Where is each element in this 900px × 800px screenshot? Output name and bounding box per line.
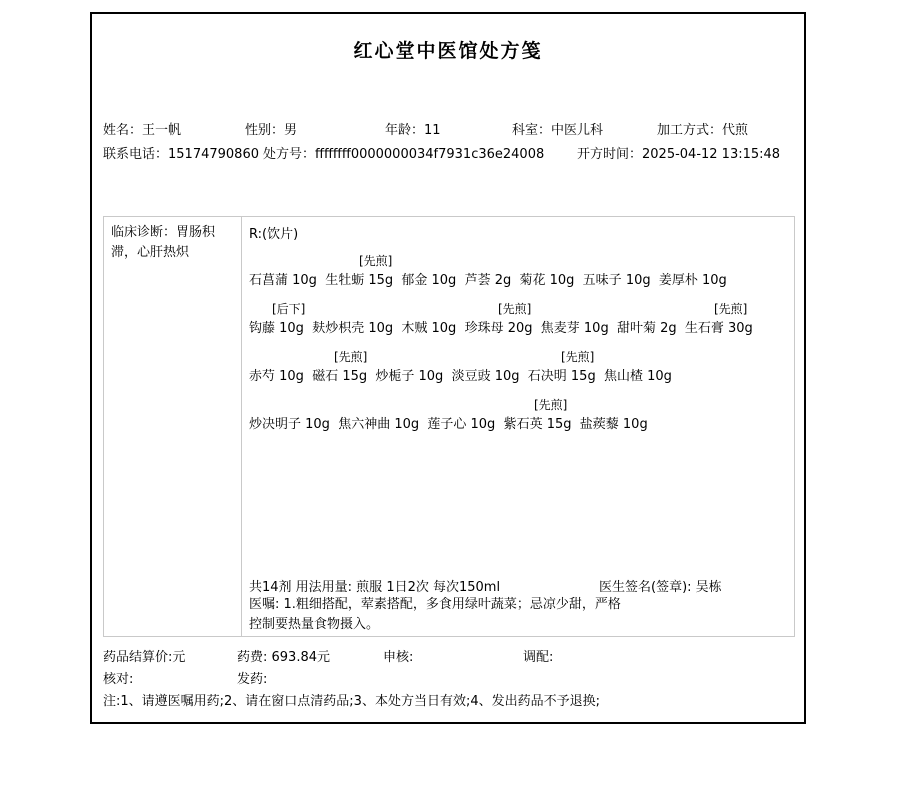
med-line-1: 钩藤 10g 麸炒枳壳 10g 木贼 10g 珍珠母 20g 焦麦芽 10g 甜叶菊 2g 生石膏 30g	[249, 321, 753, 336]
page-title: 红心堂中医馆处方笺	[353, 40, 543, 62]
doctor-signature: 医生签名(签章): 吴栋	[599, 580, 722, 595]
prescription-page	[90, 12, 806, 724]
diagnosis-cell	[104, 217, 242, 636]
decoction-label-2-0: [先煎]	[334, 350, 368, 364]
patient-field-b-1: 处方号：ffffffff0000000034f7931c36e24008	[263, 147, 545, 162]
footer-field-1: 药费: 693.84元	[237, 650, 330, 665]
patient-field-1: 性别：男	[245, 123, 298, 138]
dosage-line: 共14剂 用法用量: 煎服 1日2次 每次150ml	[249, 580, 501, 595]
footer-field-b-0: 核对:	[103, 672, 134, 687]
decoction-label-2-1: [先煎]	[561, 350, 595, 364]
patient-field-b-0: 联系电话：15174790860	[103, 147, 259, 162]
prescription-box	[103, 216, 795, 637]
rx-header: R:(饮片)	[249, 227, 299, 242]
decoction-label-1-0: [后下]	[272, 302, 306, 316]
footer-note: 注:1、请遵医嘱用药;2、请在窗口点清药品;3、本处方当日有效;4、发出药品不予退换;	[103, 694, 600, 709]
med-line-2: 赤芍 10g 磁石 15g 炒栀子 10g 淡豆豉 10g 石决明 15g 焦山楂 10g	[249, 369, 672, 384]
patient-field-b-2: 开方时间：2025-04-12 13:15:48	[577, 147, 781, 162]
footer-field-2: 申核:	[383, 650, 414, 665]
patient-field-0: 姓名：王一帆	[103, 123, 182, 138]
med-line-3: 炒决明子 10g 焦六神曲 10g 莲子心 10g 紫石英 15g 盐蒺藜 10g	[249, 417, 648, 432]
decoction-label-1-2: [先煎]	[714, 302, 748, 316]
instruction-line-1: 控制要热量食物摄入。	[249, 617, 380, 632]
footer-field-b-1: 发药:	[237, 672, 268, 687]
diagnosis-text: 临床诊断：胃肠积滞，心肝热炽	[111, 225, 216, 260]
footer-field-3: 调配:	[523, 650, 554, 665]
decoction-label-3-0: [先煎]	[534, 398, 568, 412]
patient-field-2: 年龄：11	[385, 123, 441, 138]
decoction-label-0-0: [先煎]	[359, 254, 393, 268]
patient-field-4: 加工方式：代煎	[657, 123, 749, 138]
decoction-label-1-1: [先煎]	[498, 302, 532, 316]
med-line-0: 石菖蒲 10g 生牡蛎 15g 郁金 10g 芦荟 2g 菊花 10g 五味子 10g 姜厚朴 10g	[249, 273, 727, 288]
footer-field-0: 药品结算价:元	[103, 650, 186, 665]
patient-field-3: 科室：中医儿科	[512, 123, 604, 138]
instruction-line-0: 医嘱: 1.粗细搭配，荤素搭配，多食用绿叶蔬菜；忌凉少甜，严格	[249, 597, 621, 612]
rx-cell	[242, 217, 794, 636]
